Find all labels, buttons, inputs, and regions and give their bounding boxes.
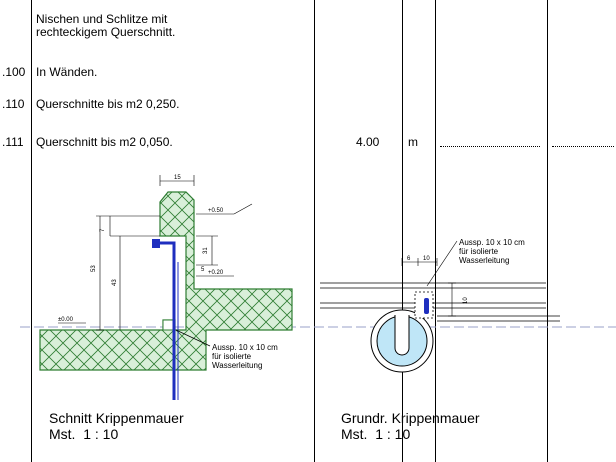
trough-outlet: [395, 315, 409, 355]
unit-value: m: [408, 135, 418, 149]
annotation-line: Aussp. 10 x 10 cm: [212, 343, 278, 352]
plan-caption-scale: Mst. 1 : 10: [341, 426, 411, 442]
annotation-line: Aussp. 10 x 10 cm: [459, 238, 525, 247]
pipe-fitting: [152, 239, 160, 248]
dim-label: 15: [174, 175, 181, 181]
section-caption-scale: Mst. 1 : 10: [49, 426, 119, 442]
annotation-line: für isolierte: [459, 247, 499, 256]
pipe-plan: [424, 298, 429, 314]
annotation-line: für isolierte: [212, 352, 252, 361]
dim-label: 43: [112, 279, 118, 286]
level-label: +0.20: [208, 270, 224, 276]
dim-label: 31: [203, 247, 209, 254]
floor-plan-drawing: [320, 238, 560, 372]
section-caption-title: Schnitt Krippenmauer: [49, 410, 184, 426]
dim-label: 6: [407, 256, 411, 262]
level-label: +0.50: [208, 208, 224, 214]
position-text: Querschnitte bis m2 0,250.: [36, 97, 180, 111]
position-text: Querschnitt bis m2 0,050.: [36, 135, 173, 149]
level-label: ±0.00: [58, 317, 73, 323]
dim-label: 7: [100, 228, 106, 232]
position-code: .100: [2, 65, 26, 79]
plan-caption-title: Grundr. Krippenmauer: [341, 410, 480, 426]
dim-label: 10: [423, 256, 430, 262]
dim-label: 10: [463, 297, 469, 304]
wall-section-drawing: [40, 175, 292, 400]
row-title-line-2: rechteckigem Querschnitt.: [36, 25, 176, 39]
annotation-line: Wasserleitung: [212, 361, 263, 370]
quantity-value: 4.00: [356, 135, 380, 149]
position-code: .110: [2, 97, 25, 111]
row-title-line-1: Nischen und Schlitze mit: [36, 12, 168, 26]
position-code: .111: [2, 135, 24, 149]
annotation-line: Wasserleitung: [459, 256, 510, 265]
dim-label: 53: [91, 265, 97, 272]
position-text: In Wänden.: [36, 65, 98, 79]
dim-label: 5: [201, 267, 205, 273]
